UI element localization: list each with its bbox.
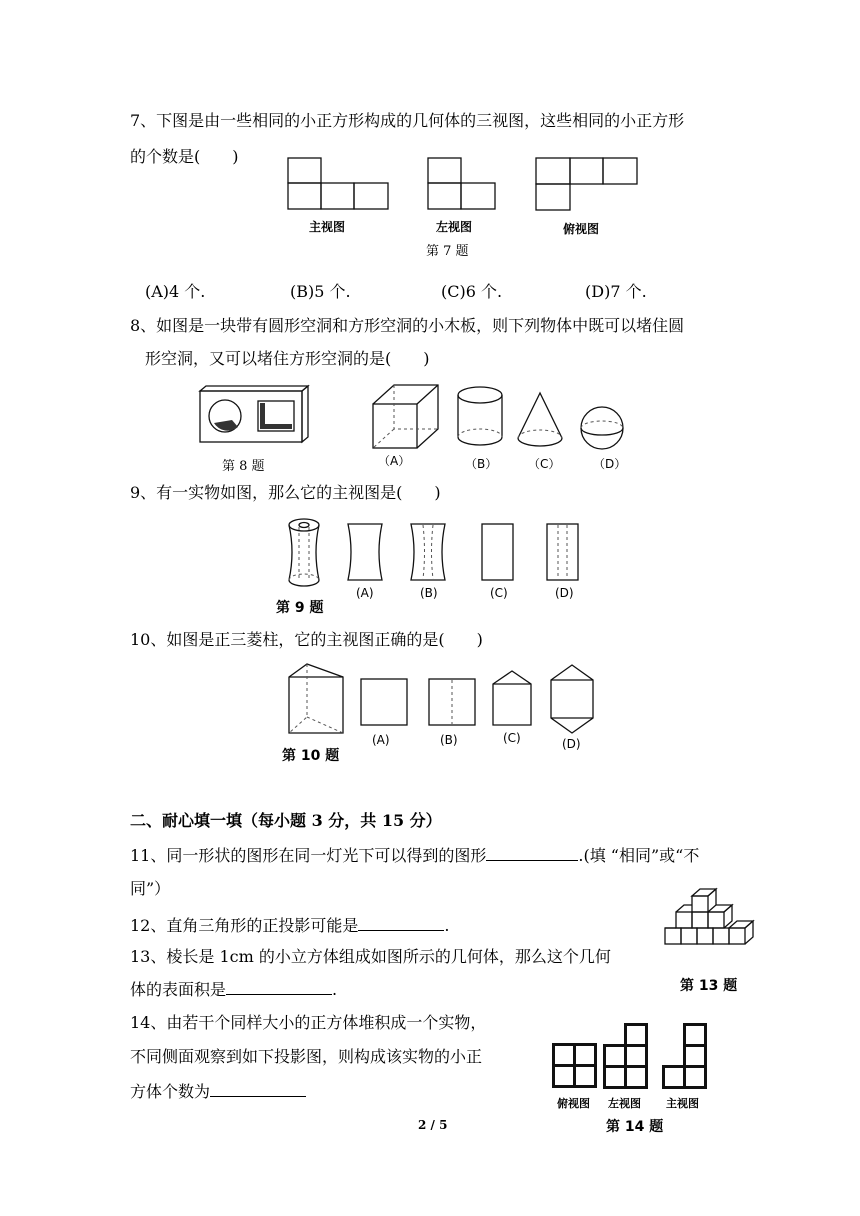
q9-choice-c: (C): [490, 586, 508, 600]
page-number: 2 / 5: [418, 1118, 448, 1132]
q11-line2: 同”）: [130, 879, 171, 898]
q7-left-view-figure: [427, 157, 499, 213]
q7-front-view-label: 主视图: [309, 220, 346, 234]
q10-choice-d-figure: [550, 664, 596, 736]
q13-cubes-figure: [664, 886, 756, 968]
q14-line2: 不同侧面观察到如下投影图，则构成该实物的小正: [130, 1047, 483, 1066]
q7-left-view-label: 左视图: [436, 220, 473, 234]
q14-top-view-label: 俯视图: [557, 1097, 590, 1110]
q13-line1: 13、棱长是 1cm 的小立方体组成如图所示的几何体，那么这个几何: [130, 947, 611, 966]
q14-front-view-figure: [662, 1023, 708, 1089]
q7-option-c: (C)6 个.: [441, 282, 503, 301]
q9-choice-d: (D): [555, 586, 574, 600]
q7-text-line2: 的个数是( ): [130, 147, 239, 166]
q12-answer-blank[interactable]: [358, 914, 444, 931]
q10-choice-b-figure: [428, 678, 478, 728]
q11-answer-blank[interactable]: [486, 844, 578, 861]
q7-top-view-figure: [535, 157, 641, 213]
q8-choice-d: （D）: [593, 457, 627, 471]
q14-left-view-figure: [603, 1023, 649, 1089]
q10-choice-a: (A): [372, 733, 390, 747]
q11-text-b: .(填 “相同”或“不: [578, 846, 700, 865]
q8-text-line2: 形空洞，又可以堵住方形空洞的是( ): [145, 349, 430, 368]
q7-option-d: (D)7 个.: [585, 282, 647, 301]
q14-answer-blank[interactable]: [210, 1080, 306, 1097]
q12-line: [130, 914, 449, 937]
q10-caption: 第 10 题: [282, 748, 340, 764]
q8-choice-b: （B）: [465, 457, 498, 471]
q7-option-b: (B)5 个.: [290, 282, 351, 301]
q7-caption: 第 7 题: [426, 244, 469, 259]
q14-top-view-figure: [552, 1043, 598, 1089]
q14-line3: [130, 1080, 306, 1103]
q7-front-view-figure: [287, 157, 392, 213]
q14-left-view-label: 左视图: [608, 1097, 641, 1110]
q9-choice-b: (B): [420, 586, 438, 600]
q14-line1: 14、由若干个同样大小的正方体堆积成一个实物，: [130, 1013, 487, 1032]
q8-sphere-figure: [579, 405, 625, 451]
q9-text: 9、有一实物如图，那么它的主视图是( ): [130, 483, 441, 502]
q10-prism-figure: [287, 663, 347, 737]
q9-caption: 第 9 题: [276, 600, 324, 616]
q10-choice-c-figure: [492, 670, 536, 728]
q12-text-b: .: [444, 916, 450, 935]
q7-option-a: (A)4 个.: [145, 282, 206, 301]
q12-text-a: 12、直角三角形的正投影可能是: [130, 916, 359, 935]
q10-choice-c: (C): [503, 731, 521, 745]
q8-choice-a: （A）: [378, 454, 411, 468]
q8-caption: 第 8 题: [222, 459, 265, 474]
q11-text-a: 11、同一形状的图形在同一灯光下可以得到的图形: [130, 846, 487, 865]
q8-choice-c: （C）: [528, 457, 561, 471]
q9-choice-a-figure: [346, 522, 386, 582]
q8-board-figure: [198, 385, 310, 447]
q9-choice-b-figure: [409, 522, 449, 582]
q9-choice-c-figure: [480, 522, 516, 582]
q13-caption: 第 13 题: [680, 978, 738, 994]
q14-caption: 第 14 题: [606, 1119, 664, 1135]
q13-text-b: .: [332, 980, 338, 999]
q8-cone-figure: [516, 392, 566, 450]
q13-line2: [130, 978, 337, 1001]
q8-cube-figure: [372, 384, 440, 450]
q10-choice-d: (D): [562, 737, 581, 751]
q13-text-a: 体的表面积是: [130, 980, 227, 999]
q9-choice-d-figure: [545, 522, 581, 582]
q14-front-view-label: 主视图: [666, 1097, 699, 1110]
q9-object-figure: [285, 516, 325, 588]
q8-cylinder-figure: [455, 386, 505, 448]
q10-text: 10、如图是正三菱柱，它的主视图正确的是( ): [130, 630, 483, 649]
section2-heading: 二、耐心填一填（每小题 3 分，共 15 分）: [130, 811, 442, 830]
q9-choice-a: (A): [356, 586, 374, 600]
q11-line1: [130, 844, 699, 867]
q10-choice-b: (B): [440, 733, 458, 747]
q10-choice-a-figure: [360, 678, 410, 728]
q13-answer-blank[interactable]: [226, 978, 332, 995]
q8-text-line1: 8、如图是一块带有圆形空洞和方形空洞的小木板，则下列物体中既可以堵住圆: [130, 316, 685, 335]
q7-top-view-label: 俯视图: [563, 222, 600, 236]
q7-text-line1: 7、下图是由一些相同的小正方形构成的几何体的三视图，这些相同的小正方形: [130, 111, 685, 130]
q14-text: 方体个数为: [130, 1082, 211, 1101]
